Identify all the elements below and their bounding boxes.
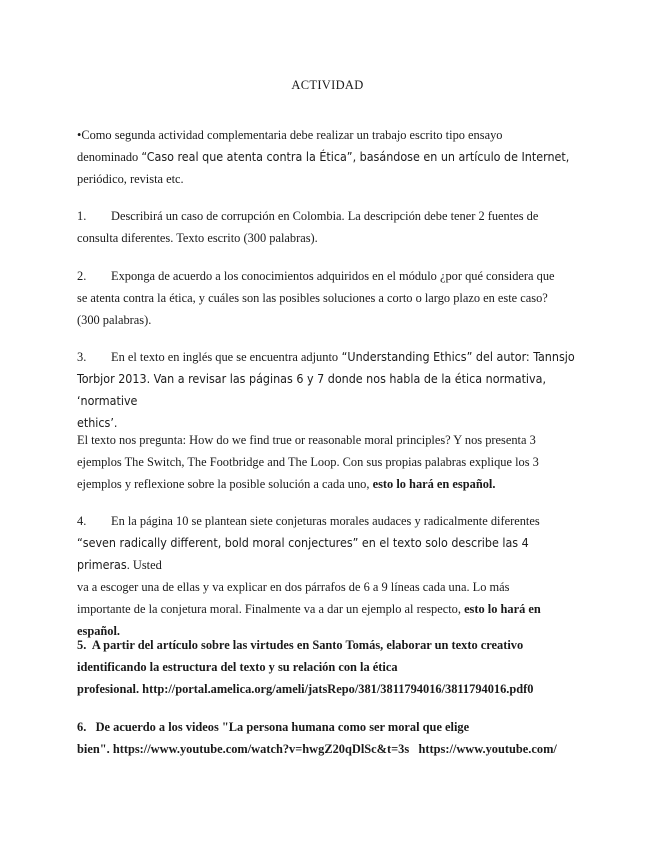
page-title: ACTIVIDAD: [291, 78, 364, 92]
item-2-line-1: [77, 265, 577, 287]
item-2-text-1: Exponga de acuerdo a los conocimientos adquiridos en el módulo ¿por qué considera que: [111, 269, 555, 283]
text-question-line-3: [77, 473, 577, 495]
item-2-line-3: (300 palabras).: [77, 313, 152, 327]
item-5-line-2: identificando la estructura del texto y su relación con la ética: [77, 660, 398, 674]
item-2-line-2: se atenta contra la ética, y cuáles son las posibles soluciones a corto o largo plazo en este caso?: [77, 291, 548, 305]
text-question-paragraph: [77, 429, 577, 495]
item-3: [77, 346, 577, 434]
item-6: [77, 716, 577, 760]
item-1: [77, 205, 577, 249]
item-1-number: 1.: [77, 209, 87, 223]
item-6-number: 6.: [77, 720, 87, 734]
item-3-line-3: ethics’.: [77, 415, 118, 430]
item-3-text-1b: “Understanding Ethics” del autor: Tannsjo: [338, 349, 575, 364]
intro-line-3: periódico, revista etc.: [77, 172, 184, 186]
item-6-text-1: De acuerdo a los videos "La persona humana como ser moral que elige: [95, 720, 470, 734]
intro-line-2b: “Caso real que atenta contra la Ética”, basándose en un artículo de Internet,: [141, 149, 570, 164]
intro-line-2a: denominado: [77, 150, 139, 164]
item-5-number: 5.: [77, 638, 87, 652]
item-2-number: 2.: [77, 269, 87, 283]
item-5-link[interactable]: http://portal.amelica.org/ameli/jatsRepo/381/3811794016/3811794016.pdf0: [142, 682, 534, 696]
intro-line-2: [77, 146, 577, 168]
item-3-line-1: [77, 346, 577, 368]
item-1-line-2: consulta diferentes. Texto escrito (300 palabras).: [77, 231, 318, 245]
item-4-text-1: En la página 10 se plantean siete conjeturas morales audaces y radicalmente diferentes: [111, 514, 540, 528]
item-2: [77, 265, 577, 331]
item-4-line-1: [77, 510, 577, 532]
item-5-line-3: [77, 678, 577, 700]
item-4-text-4a: importante de la conjetura moral. Finalmente va a dar un ejemplo al respecto,: [77, 602, 465, 616]
item-4-text-2a: “seven radically different, bold moral conjectures” en el texto solo describe las 4 primeras: [77, 535, 529, 572]
item-1-text-1: Describirá un caso de corrupción en Colombia. La descripción debe tener 2 fuentes de: [111, 209, 539, 223]
item-6-line-1: [77, 716, 577, 738]
item-4: [77, 510, 577, 642]
item-6-link-2[interactable]: https://www.youtube.com/: [418, 742, 557, 756]
item-5-line-1: [77, 634, 577, 656]
text-question-line-1: El texto nos pregunta: How do we find true or reasonable moral principles? Y nos presenta 3: [77, 433, 536, 447]
item-5-text-3a: profesional.: [77, 682, 143, 696]
item-3-number: 3.: [77, 350, 87, 364]
item-3-text-1a: En el texto en inglés que se encuentra adjunto: [111, 350, 339, 364]
item-5: [77, 634, 577, 700]
text-question-line-3a: ejemplos y reflexione sobre la posible solución a cada uno,: [77, 477, 373, 491]
item-4-line-2: [77, 532, 577, 576]
intro-line-1: •Como segunda actividad complementaria debe realizar un trabajo escrito tipo ensayo: [77, 128, 503, 142]
item-4-line-3: va a escoger una de ellas y va explicar en dos párrafos de 6 a 9 líneas cada una. Lo más: [77, 580, 510, 594]
item-4-text-4b: esto lo hará en: [464, 602, 541, 616]
item-4-line-4: [77, 598, 577, 620]
item-6-line-2: [77, 738, 577, 760]
item-1-line-1: [77, 205, 577, 227]
item-6-link-1[interactable]: https://www.youtube.com/watch?v=hwgZ20qDlSc&t=3s: [112, 742, 410, 756]
item-4-number: 4.: [77, 514, 87, 528]
item-6-text-2a: bien".: [77, 742, 113, 756]
item-4-text-2b: . Usted: [126, 558, 162, 572]
text-question-line-2: ejemplos The Switch, The Footbridge and The Loop. Con sus propias palabras explique los 3: [77, 455, 539, 469]
item-4-line-5: español.: [77, 624, 121, 638]
item-5-text-1: A partir del artículo sobre las virtudes en Santo Tomás, elaborar un texto creativo: [91, 638, 524, 652]
item-3-line-2: Torbjor 2013. Van a revisar las páginas 6 y 7 donde nos habla de la ética normativa, ‘normative: [77, 371, 546, 408]
text-question-line-3b: esto lo hará en español.: [372, 477, 496, 491]
intro-paragraph: [77, 124, 577, 190]
